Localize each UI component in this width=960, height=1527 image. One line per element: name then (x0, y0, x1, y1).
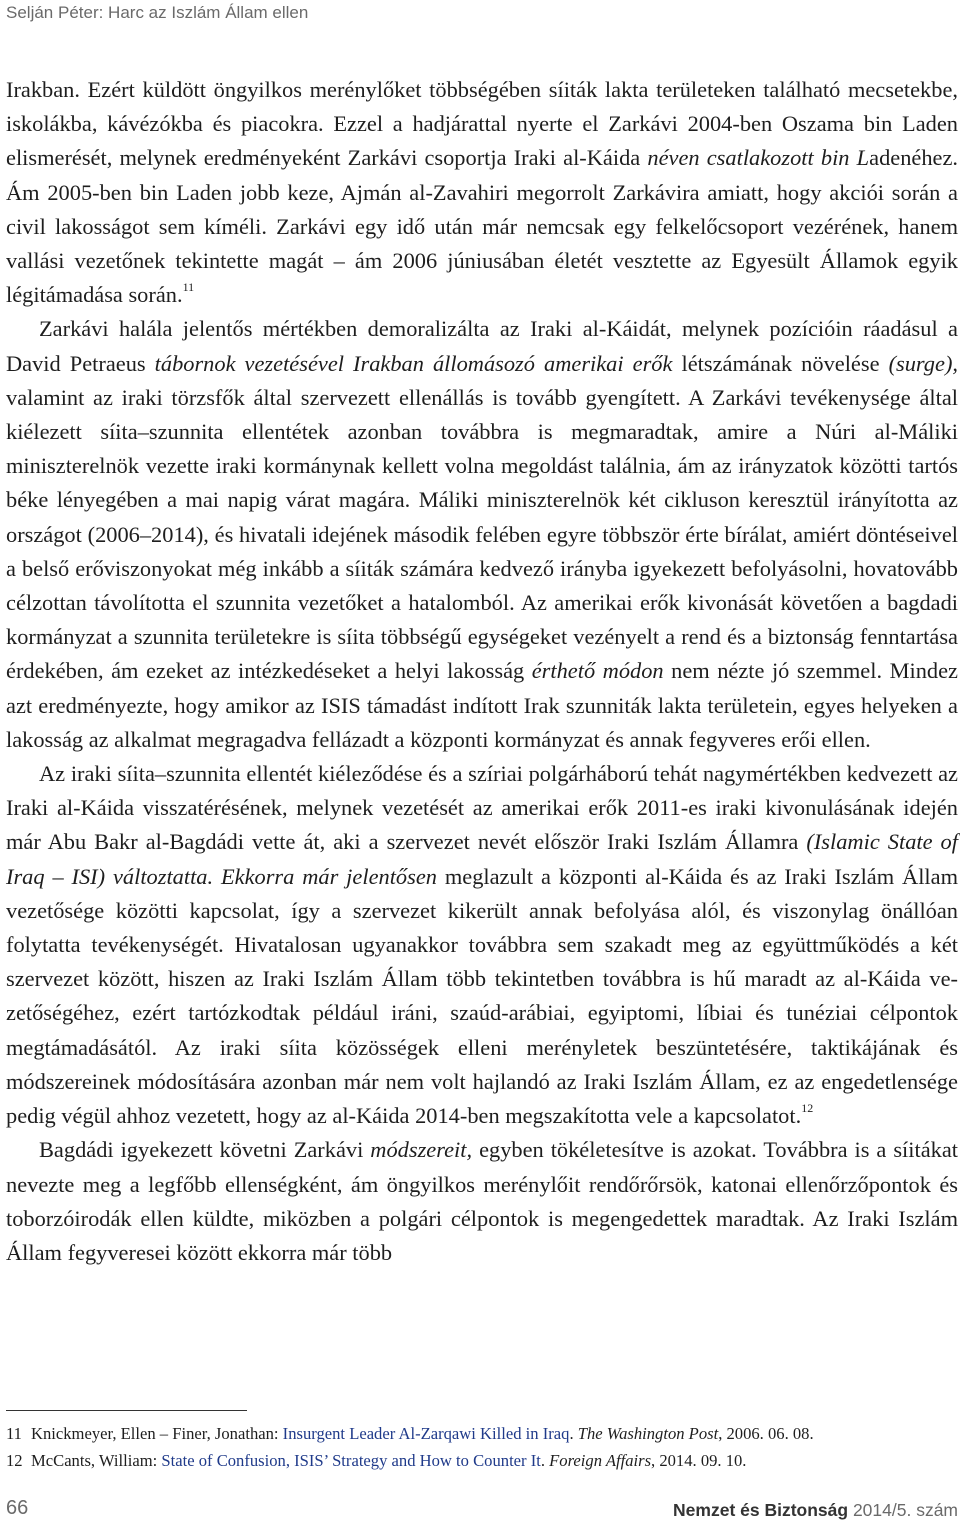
text-run: Az iraki síita–szunnita ellentét kiéleződése és a szíriai polgárháború tehát nagymértékben kedvezett az Iraki al-Káida visszatérésének, melynek vezetését az amerikai erők 2011-es iraki kivonulásának idején már Abu Bakr al-Bagdádi vette át, aki a szervezet nevét először Iraki Iszlám Államra (6, 761, 958, 855)
footnote-link[interactable]: State of Confusion, ISIS’ Strategy and How to Counter It (161, 1451, 541, 1470)
footnote-link[interactable]: Insurgent Leader Al-Zarqawi Killed in Iraq (282, 1424, 570, 1443)
article-body (6, 73, 958, 1270)
paragraph-2 (6, 312, 958, 757)
footnotes (6, 1420, 958, 1474)
text-run: néven csatlakozott bin L (647, 145, 870, 171)
page-number: 66 (6, 1497, 29, 1519)
footnote-number: 12 (6, 1451, 23, 1470)
text-run: nem nézte jó szemmel. Mindez azt eredményezte, hogy amikor az ISIS támadást indított Irak szunniták lakta területein, egyes helyeken a lakosság az alkalmat megragadva fellázadt a központi kormányzat és annak fegyveres erői ellen. (6, 658, 958, 752)
footnote-source: Foreign Affairs (549, 1451, 652, 1470)
footnote-separator-text: . (540, 1451, 550, 1470)
text-run: Zarkávi halála jelentős mértékben demoralizálta az Iraki al-Káidát, melynek pozícióin ráadásul a David Petraeus (6, 316, 958, 376)
text-run: érthető módon (531, 658, 664, 684)
journal-footer (673, 1500, 958, 1521)
text-run: Irakban. Ezért küldött öngyilkos merénylőket többségében síiták lakta területeken található mecsetekbe, iskolákba, kávézókba és piacokra. Ezzel a hadjárattal nyerte el Zarkávi 2004-ben Oszama bin Laden elismerését, melynek eredményeként Zarkávi csoportja Iraki al-Káida (6, 77, 958, 171)
text-run: módszereit, (370, 1137, 473, 1163)
running-title: Selján Péter: Harc az Iszlám Állam ellen (6, 3, 309, 22)
paragraph-1 (6, 73, 958, 312)
footnote-date: , 2014. 09. 10. (651, 1451, 747, 1470)
footnote-author: McCants, William: (31, 1451, 162, 1470)
footnote-author: Knickmeyer, Ellen – Finer, Jonathan: (31, 1424, 283, 1443)
text-run: egyben tökéletesítve is azokat. Továbbra is a síitákat nevezte meg a legfőbb ellenségként, ám öngyilkos merénylőit rendőrőrsök, katonai ellenőrzőpontok és toborzóirodák ellen küldte, miközben a polgári célpontok is megengedettek maradtak. Az Iraki Iszlám Állam fegyveresei között ekkorra már több (6, 1137, 958, 1265)
footnote-12 (6, 1447, 958, 1474)
paragraph-4 (6, 1133, 958, 1270)
text-run: valamint az iraki törzsfők által szervezett ellenállás is tovább gyengített. A Zarkávi tevékenysége által kiélezett síita–szunnita ellentétek azonban továbbra is megmaradtak, amire a Núri al-Máliki miniszterelnök vezette iraki kormánynak kellett volna megoldást találnia, ám az irányzatok közötti tartós béke lényegében a mai napig várat magára. Máliki miniszterelnök két cikluson keresztül irányította az országot (2006–2014), és hivatali idejének második felében egyre többször érte bírálat, amiért döntéseivel a belső erőviszonyokat még inkább a síiták számára kedvező irányba igyekezett befolyásolni, hovatovább célzottan távolította el szunnita vezetőket a hatalomból. Az amerikai erők kivonását követően a bagdadi kormányzat a szunnita területekre is síita többségű egységeket vezényelt a rend és a biztonság fenntartása érdekében, ám ezeket az intézkedéseket a helyi lakosság (6, 384, 958, 684)
footnote-ref[interactable]: 11 (182, 280, 195, 295)
footnote-source: The Washington Post (577, 1424, 719, 1443)
text-run: (surge), (888, 350, 958, 376)
footnote-ref[interactable]: 12 (801, 1101, 814, 1116)
text-run: meglazult a központi al-Káida és az Iraki Iszlám Állam vezetősége közötti kapcsolat, így a szervezet kikerült annak befolyása alól, és viszonylag önállóan folytatta tevékenységét. Hivatalosan ugyanakkor továbbra sem szakadt meg az együttműködés a két szervezet között, hiszen az Iraki Iszlám Állam több tekintetben továbbra is hű maradt az al-Káida vezetőségéhez, ezért tartózkodtak például iráni, szaúd-arábiai, egyiptomi, líbiai és tunéziai célpontok megtámadásától. Az iraki síita közösségek elleni merényletek beszüntetésére, taktikájának és módszereinek módosítására azonban már nem volt hajlandó az Iraki Iszlám Állam, ez az engedetlensége pedig végül ahhoz vezetett, hogy az al-Káida 2014-ben megszakította vele a kapcsolatot. (6, 863, 958, 1129)
journal-name: Nemzet és Biztonság (673, 1500, 849, 1520)
footnote-number: 11 (6, 1424, 22, 1443)
footnote-date: , 2006. 06. 08. (718, 1424, 814, 1443)
text-run: létszámának növelése (672, 350, 889, 376)
text-run: tábornok vezetésével Irakban állomásozó amerikai erők (154, 350, 673, 376)
text-run: (Islamic State of Iraq – ISI) változtatta. Ekkorra már jelentősen (6, 829, 958, 889)
paragraph-3 (6, 757, 958, 1133)
footnote-11 (6, 1420, 958, 1447)
footnote-separator-text: . (569, 1424, 578, 1443)
text-run: Bagdádi igyekezett követni Zarkávi (39, 1137, 371, 1163)
journal-issue: 2014/5. szám (848, 1500, 958, 1520)
footnote-separator (6, 1410, 247, 1411)
text-run: adenéhez. Ám 2005-ben bin Laden jobb keze, Ajmán al-Zavahiri megorrolt Zarkávira amiatt, hogy akciói során a civil lakosságot sem kíméli. Zarkávi egy idő után már nemcsak egy felkelőcsoport vezérének, hanem vallási vezetőnek tekintette magát – ám 2006 júniusában életét vesztette az Egyesült Államok egyik légitámadása során. (6, 145, 958, 308)
